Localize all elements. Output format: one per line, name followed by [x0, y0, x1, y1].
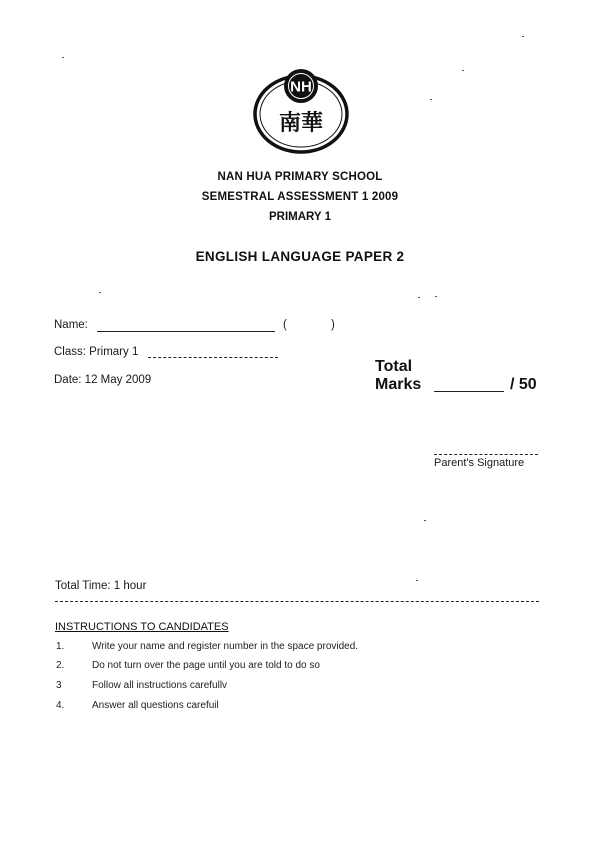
scan-speck: [99, 292, 101, 293]
register-paren-open: (: [283, 319, 287, 331]
marks-field[interactable]: [434, 391, 504, 392]
date-label: Date: 12 May 2009: [54, 374, 152, 386]
marks-out-of: / 50: [510, 376, 537, 393]
school-crest-icon: [252, 66, 350, 156]
name-label: Name:: [54, 319, 88, 331]
instructions-heading: INSTRUCTIONS TO CANDIDATES: [55, 621, 229, 633]
instruction-text: Write your name and register number in the space provided.: [92, 641, 359, 652]
scan-speck: [522, 36, 524, 37]
level-title: PRIMARY 1: [269, 211, 331, 223]
instruction-number: 1.: [56, 641, 65, 652]
scan-speck: [462, 70, 464, 71]
section-divider: [55, 601, 539, 602]
signature-label: Parent's Signature: [434, 457, 525, 469]
paper-title: ENGLISH LANGUAGE PAPER 2: [195, 249, 405, 264]
assessment-title: SEMESTRAL ASSESSMENT 1 2009: [201, 191, 399, 203]
scan-speck: [62, 57, 64, 58]
scan-speck: [424, 520, 426, 521]
logo-chinese-name: 南華: [278, 111, 324, 136]
total-time: Total Time: 1 hour: [55, 580, 147, 592]
scan-speck: [416, 580, 418, 581]
instruction-text: Answer all questions carefuil: [92, 700, 219, 711]
class-field[interactable]: [148, 357, 278, 358]
marks-label: Marks: [375, 376, 422, 393]
logo-initials: NH: [290, 78, 312, 96]
school-logo: [252, 66, 350, 156]
scan-speck: [430, 99, 432, 100]
total-label: Total: [375, 358, 413, 375]
instruction-number: 3: [56, 680, 62, 691]
name-field[interactable]: [97, 331, 275, 332]
instruction-number: 4.: [56, 700, 65, 711]
instruction-text: Do not turn over the page until you are told to do so: [92, 660, 320, 671]
register-paren-close: ): [331, 319, 335, 331]
scan-speck: [418, 297, 420, 298]
school-name: NAN HUA PRIMARY SCHOOL: [217, 171, 383, 183]
instruction-number: 2.: [56, 660, 65, 671]
instruction-text: Follow all instructions carefullv: [92, 680, 228, 691]
signature-field[interactable]: [434, 454, 538, 455]
class-label: Class: Primary 1: [54, 346, 139, 358]
scan-speck: [435, 296, 437, 297]
